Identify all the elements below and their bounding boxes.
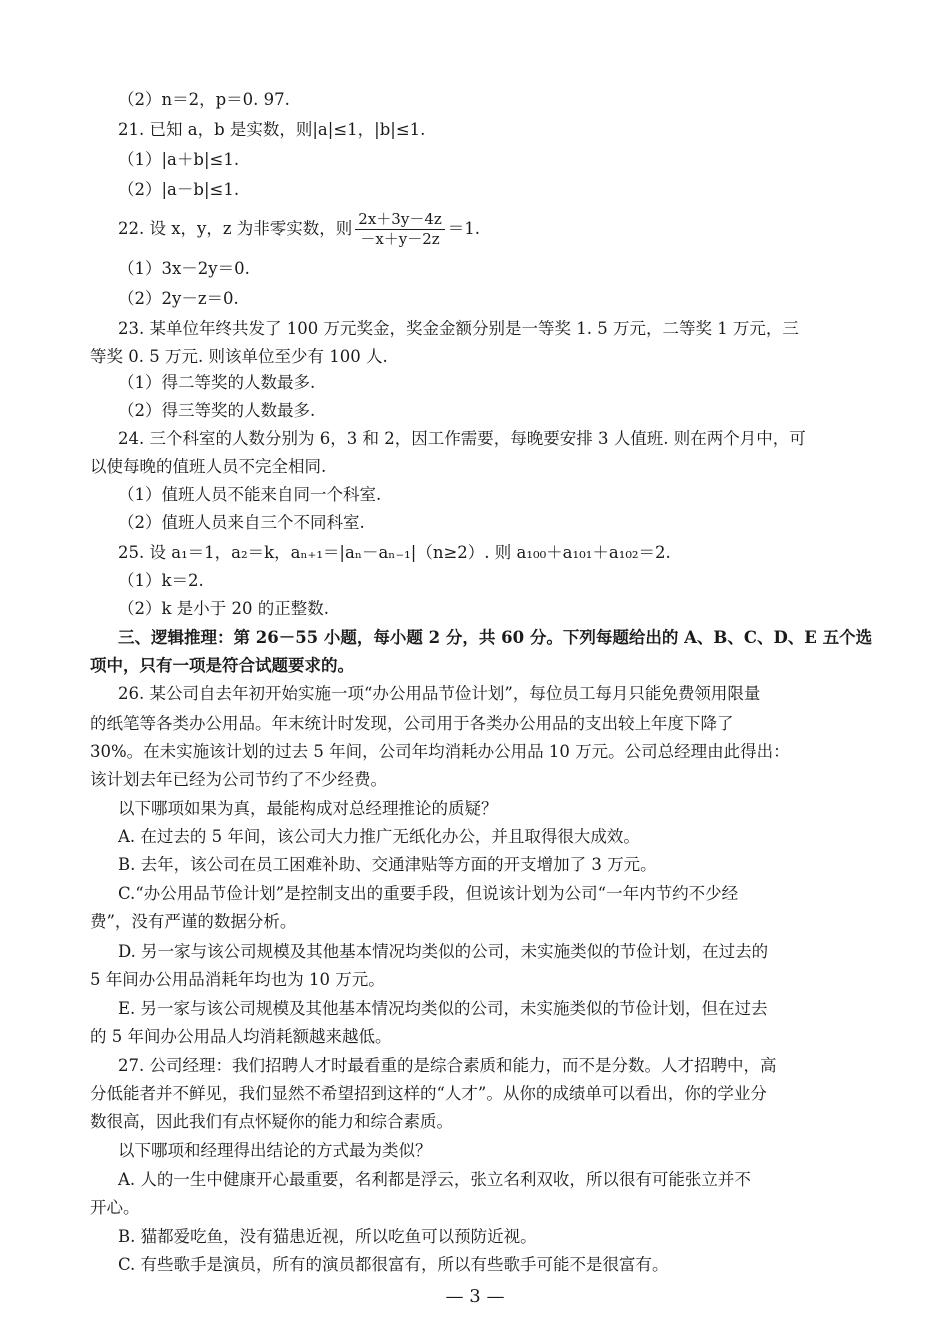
q23-stem-line2: 等奖 0. 5 万元. 则该单位至少有 100 人.	[90, 347, 388, 366]
q22-stem-text: 22. 设 x，y，z 为非零实数，则	[118, 219, 353, 238]
q26-stem-line1: 26. 某公司自去年初开始实施一项“办公用品节俭计划”，每位员工每月只能免费领用限量	[118, 684, 761, 703]
q26-option-a: A. 在过去的 5 年间，该公司大力推广无纸化办公，并且取得很大成效。	[118, 827, 640, 846]
q23-condition-2: （2）得三等奖的人数最多.	[118, 401, 316, 420]
q22-denominator: －x＋y－2z	[360, 230, 440, 248]
q22-stem	[118, 210, 480, 248]
q25-condition-1: （1）k＝2.	[118, 571, 204, 590]
q24-stem-line1: 24. 三个科室的人数分别为 6，3 和 2，因工作需要，每晚要安排 3 人值班. 则在两个月中，可	[118, 429, 806, 448]
q24-condition-2: （2）值班人员来自三个不同科室.	[118, 513, 365, 532]
q22-fraction	[355, 211, 444, 248]
section-heading-line1: 三、逻辑推理：第 26－55 小题，每小题 2 分，共 60 分。下列每题给出的 A、B、C、D、E 五个选	[118, 628, 873, 647]
q26-option-d-line2: 5 年间办公用品消耗年均也为 10 万元。	[90, 970, 385, 989]
q21-stem: 21. 已知 a，b 是实数，则|a|≤1，|b|≤1.	[118, 120, 426, 139]
q25-stem: 25. 设 a₁＝1，a₂＝k，aₙ₊₁＝|aₙ－aₙ₋₁|（n≥2）. 则 a₁₀₀＋a₁₀₁＋a₁₀₂＝2.	[118, 543, 671, 562]
q25-condition-2: （2）k 是小于 20 的正整数.	[118, 599, 329, 618]
q27-question: 以下哪项和经理得出结论的方式最为类似？	[118, 1141, 432, 1160]
q26-stem-line2: 的纸笔等各类办公用品。年末统计时发现，公司用于各类办公用品的支出较上年度下降了	[90, 714, 734, 733]
q20-condition-2: （2）n＝2，p＝0. 97.	[118, 90, 290, 109]
q22-condition-1: （1）3x－2y＝0.	[118, 259, 250, 278]
q27-stem-line3: 数很高，因此我们有点怀疑你的能力和综合素质。	[90, 1112, 453, 1131]
q22-condition-2: （2）2y－z＝0.	[118, 289, 239, 308]
q26-question: 以下哪项如果为真，最能构成对总经理推论的质疑？	[118, 799, 498, 818]
q24-condition-1: （1）值班人员不能来自同一个科室.	[118, 485, 382, 504]
q24-stem-line2: 以使每晚的值班人员不完全相同.	[90, 457, 327, 476]
q27-option-a-line1: A. 人的一生中健康开心最重要，名利都是浮云，张立名利双收，所以很有可能张立并不	[118, 1170, 751, 1189]
q26-option-c-line2: 费”，没有严谨的数据分析。	[90, 912, 297, 931]
q26-option-d-line1: D. 另一家与该公司规模及其他基本情况均类似的公司，未实施类似的节俭计划，在过去的	[118, 942, 769, 961]
q22-numerator: 2x＋3y－4z	[355, 211, 444, 230]
page-number: — 3 —	[445, 1286, 505, 1307]
q26-option-c-line1: C.“办公用品节俭计划”是控制支出的重要手段，但说该计划为公司“一年内节约不少经	[118, 884, 739, 903]
q23-condition-1: （1）得二等奖的人数最多.	[118, 373, 316, 392]
q26-option-b: B. 去年，该公司在员工困难补助、交通津贴等方面的开支增加了 3 万元。	[118, 855, 657, 874]
q21-condition-1: （1）|a＋b|≤1.	[118, 150, 240, 169]
q26-stem-line3: 30%。在未实施该计划的过去 5 年间，公司年均消耗办公用品 10 万元。公司总经理由此得出：	[90, 742, 790, 761]
q27-option-b: B. 猫都爱吃鱼，没有猫患近视，所以吃鱼可以预防近视。	[118, 1227, 537, 1246]
q22-equals: ＝1.	[447, 219, 481, 238]
q27-option-a-line2: 开心。	[90, 1198, 140, 1217]
q27-stem-line1: 27. 公司经理：我们招聘人才时最看重的是综合素质和能力，而不是分数。人才招聘中，高	[118, 1056, 777, 1075]
q27-stem-line2: 分低能者并不鲜见，我们显然不希望招到这样的“人才”。从你的成绩单可以看出，你的学业分	[90, 1084, 767, 1103]
q26-option-e-line1: E. 另一家与该公司规模及其他基本情况均类似的公司，未实施类似的节俭计划，但在过去	[118, 999, 768, 1018]
q26-stem-line4: 该计划去年已经为公司节约了不少经费。	[90, 770, 387, 789]
q23-stem-line1: 23. 某单位年终共发了 100 万元奖金，奖金金额分别是一等奖 1. 5 万元，二等奖 1 万元，三	[118, 319, 799, 338]
section-heading-line2: 项中，只有一项是符合试题要求的。	[90, 656, 354, 675]
q27-option-c: C. 有些歌手是演员，所有的演员都很富有，所以有些歌手可能不是很富有。	[118, 1255, 669, 1274]
q26-option-e-line2: 的 5 年间办公用品人均消耗额越来越低。	[90, 1027, 392, 1046]
q21-condition-2: （2）|a－b|≤1.	[118, 180, 240, 199]
